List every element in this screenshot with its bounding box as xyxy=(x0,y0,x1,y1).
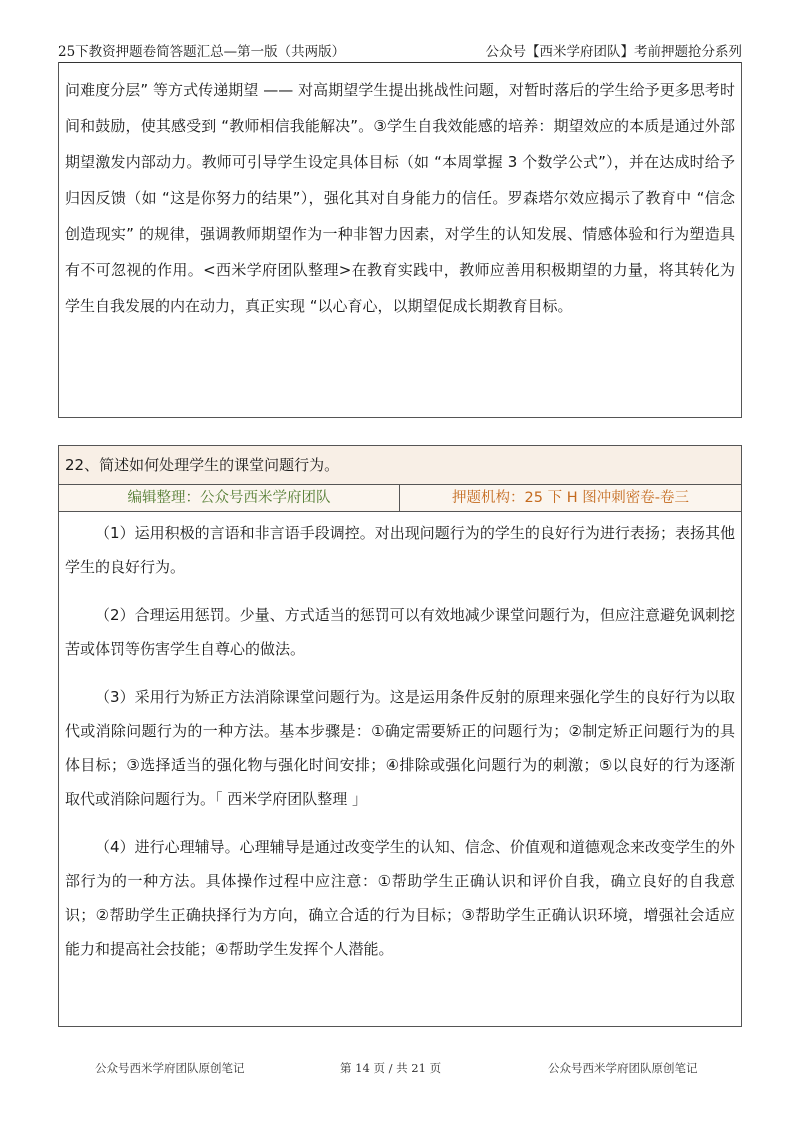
previous-answer-box xyxy=(58,62,742,418)
answer-body xyxy=(59,516,741,966)
answer-point-4: （4）进行心理辅导。心理辅导是通过改变学生的认知、信念、价值观和道德观念来改变学生的外部行为的一种方法。具体操作过程中应注意：①帮助学生正确认识和评价自我，确立良好的自我意识；②帮助学生正确抉择行为方向，确立合适的行为目标；③帮助学生正确认识环境，增强社会适应能力和提高社会技能；④帮助学生发挥个人潜能。 xyxy=(65,838,735,958)
editor-credit: 编辑整理：公众号西米学府团队 xyxy=(59,485,400,511)
footer-left-note: 公众号西米学府团队原创笔记 xyxy=(95,1061,245,1075)
footer-right-note: 公众号西米学府团队原创笔记 xyxy=(548,1061,698,1075)
header-doc-title: 25下教资押题卷简答题汇总—第一版（共两版） xyxy=(58,44,346,60)
page-number: 第 14 页 / 共 21 页 xyxy=(340,1061,442,1075)
question-title: 22、简述如何处理学生的课堂问题行为。 xyxy=(59,446,741,485)
header-series-title: 公众号【西米学府团队】考前押题抢分系列 xyxy=(485,44,742,60)
answer-point-1: （1）运用积极的言语和非言语手段调控。对出现问题行为的学生的良好行为进行表扬；表扬其他学生的良好行为。 xyxy=(65,524,735,576)
page-header xyxy=(58,36,742,63)
question-meta-row xyxy=(59,485,741,512)
answer-point-2: （2）合理运用惩罚。少量、方式适当的惩罚可以有效地减少课堂问题行为，但应注意避免讽刺挖苦或体罚等伤害学生自尊心的做法。 xyxy=(65,606,735,658)
previous-answer-text: 问难度分层” 等方式传递期望 —— 对高期望学生提出挑战性问题，对暂时落后的学生给予更多思考时间和鼓励，使其感受到 “教师相信我能解决”。③学生自我效能感的培养：期望效应的本质是通过外部期望激发内部动力。教师可引导学生设定具体目标（如 “本周掌握 3 个数学公式”），并在达成时给予归因反馈（如 “这是你努力的结果”），强化其对自身能力的信任。罗森塔尔效应揭示了教育中 “信念创造现实” 的规律，强调教师期望作为一种非智力因素，对学生的认知发展、情感体验和行为塑造具有不可忽视的作用。<西米学府团队整理>在教育实践中，教师应善用积极期望的力量，将其转化为学生自我发展的内在动力，真正实现 “以心育心，以期望促成长期教育目标。 xyxy=(65,81,735,315)
answer-point-3: （3）采用行为矫正方法消除课堂问题行为。这是运用条件反射的原理来强化学生的良好行为以取代或消除问题行为的一种方法。基本步骤是：①确定需要矫正的问题行为；②制定矫正问题行为的具体目标；③选择适当的强化物与强化时间安排；④排除或强化问题行为的刺激；⑤以良好的行为逐渐取代或消除问题行为。「 西米学府团队整理 」 xyxy=(65,688,735,808)
question-box xyxy=(58,445,742,1027)
question-source: 押题机构：25 下 H 图冲刺密卷-卷三 xyxy=(452,490,689,506)
page-footer xyxy=(0,1060,800,1080)
